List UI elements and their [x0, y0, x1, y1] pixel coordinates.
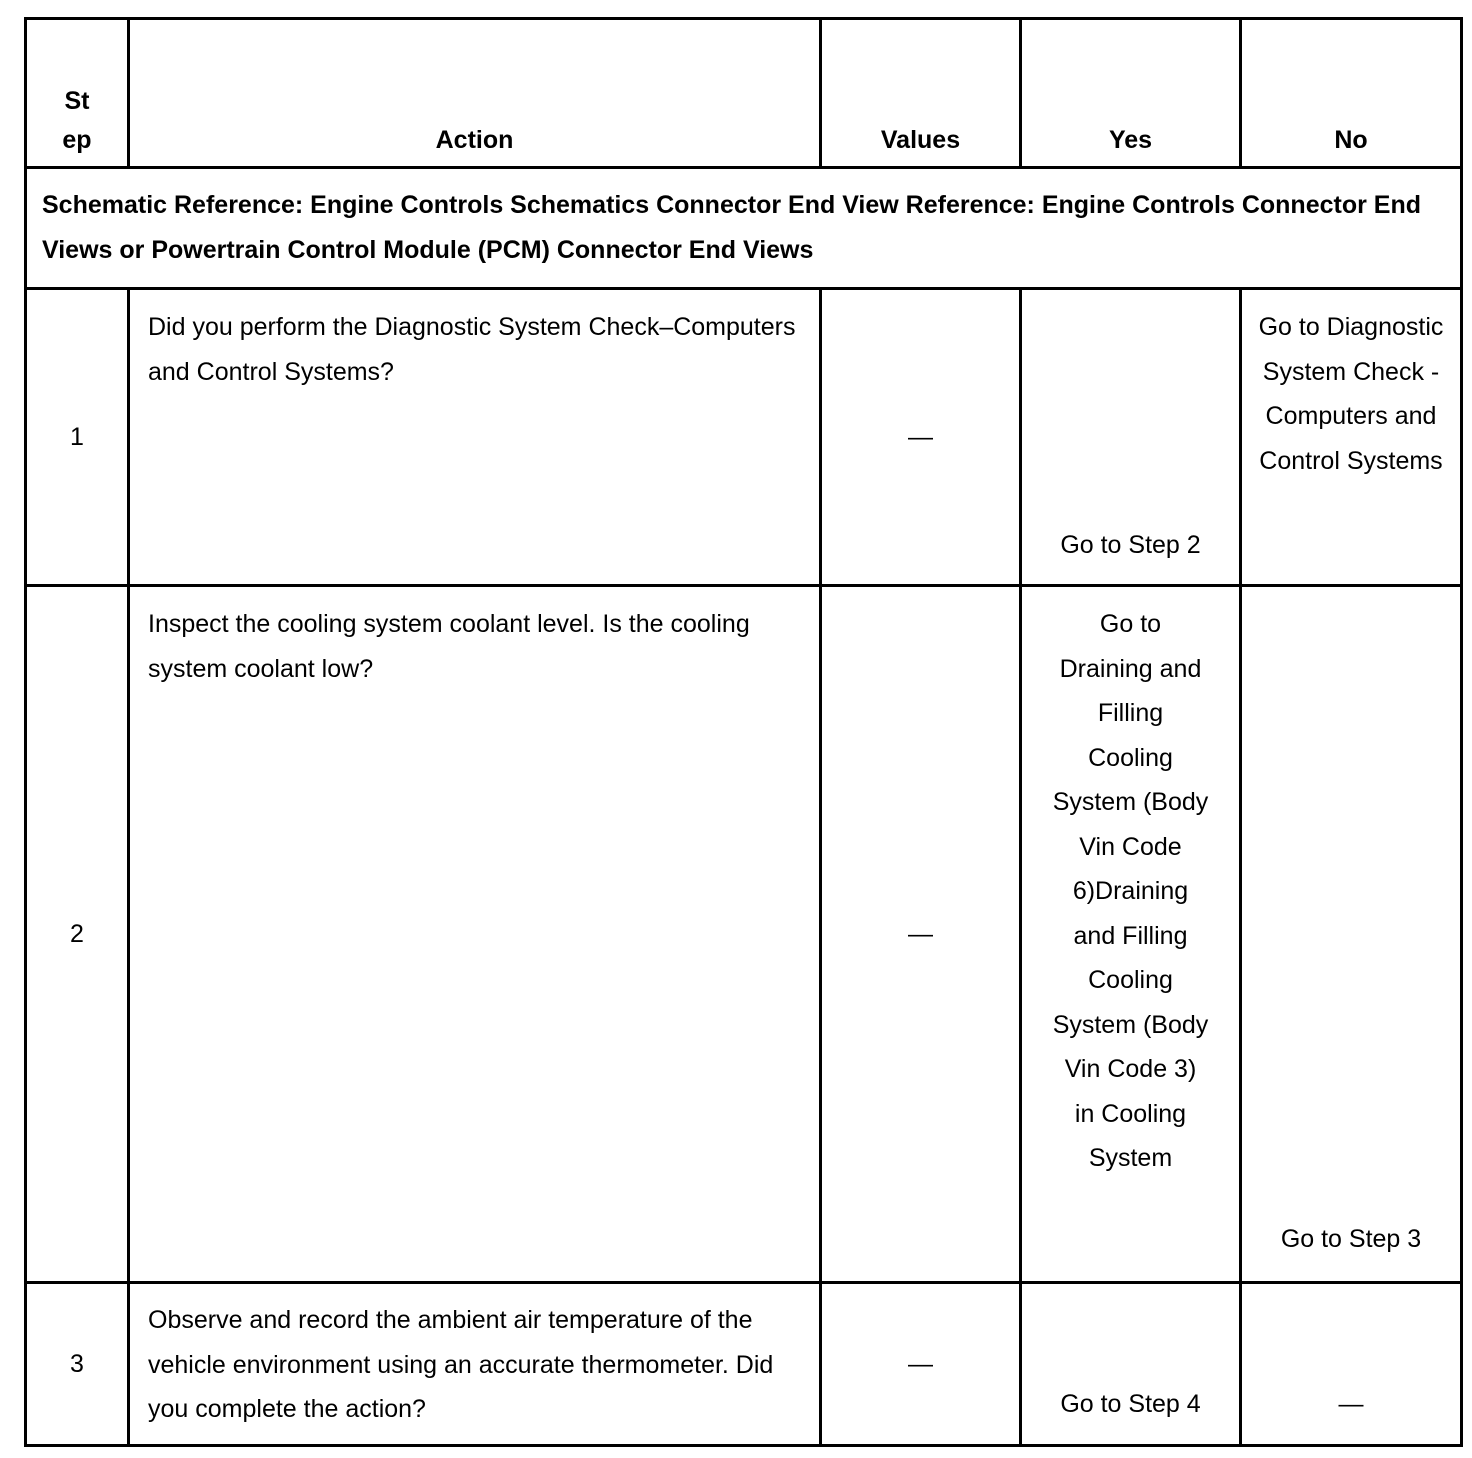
yes-link[interactable]: Go to Step 2	[1060, 530, 1201, 559]
diagnostic-table	[24, 17, 1463, 1447]
header-step-label: St ep	[62, 87, 92, 154]
header-yes: Yes	[1021, 19, 1241, 168]
yes-cell	[1021, 1283, 1241, 1446]
yes-cell	[1021, 289, 1241, 586]
reference-row	[26, 168, 1462, 289]
reference-text: Schematic Reference: Engine Controls Schematics Connector End View Reference: Engine Controls Connector End Views or Powertrain Control Module (PCM) Connector End Views	[26, 168, 1462, 289]
step-number: 2	[26, 586, 129, 1283]
step-number: 1	[26, 289, 129, 586]
diagnostic-table-wrapper	[24, 17, 1463, 1447]
no-link[interactable]: Go to Step 3	[1280, 1224, 1422, 1253]
yes-link[interactable]: Go to Step 4	[1060, 1389, 1201, 1418]
action-text: Did you perform the Diagnostic System Check–Computers and Control Systems?	[129, 289, 821, 586]
values-text: —	[821, 1283, 1021, 1446]
yes-cell	[1021, 586, 1241, 1283]
header-action: Action	[129, 19, 821, 168]
table-row	[26, 1283, 1462, 1446]
yes-link[interactable]: Go to Draining and Filling Cooling System (Body Vin Code 6)Draining and Filling Cooling System (Body Vin Code 3) in Cooling System	[1052, 610, 1209, 1172]
action-text: Inspect the cooling system coolant level. Is the cooling system coolant low?	[129, 586, 821, 1283]
no-cell	[1241, 289, 1462, 586]
no-cell	[1241, 586, 1462, 1283]
no-text: —	[1338, 1389, 1364, 1418]
header-no: No	[1241, 19, 1462, 168]
table-row	[26, 586, 1462, 1283]
header-values: Values	[821, 19, 1021, 168]
action-text: Observe and record the ambient air temperature of the vehicle environment using an accurate thermometer. Did you complete the action?	[129, 1283, 821, 1446]
header-step	[26, 19, 129, 168]
table-row	[26, 289, 1462, 586]
header-row	[26, 19, 1462, 168]
no-cell	[1241, 1283, 1462, 1446]
no-link[interactable]: Go to Diagnostic System Check - Computers and Control Systems	[1258, 313, 1444, 475]
values-text: —	[821, 586, 1021, 1283]
step-number: 3	[26, 1283, 129, 1446]
values-text: —	[821, 289, 1021, 586]
